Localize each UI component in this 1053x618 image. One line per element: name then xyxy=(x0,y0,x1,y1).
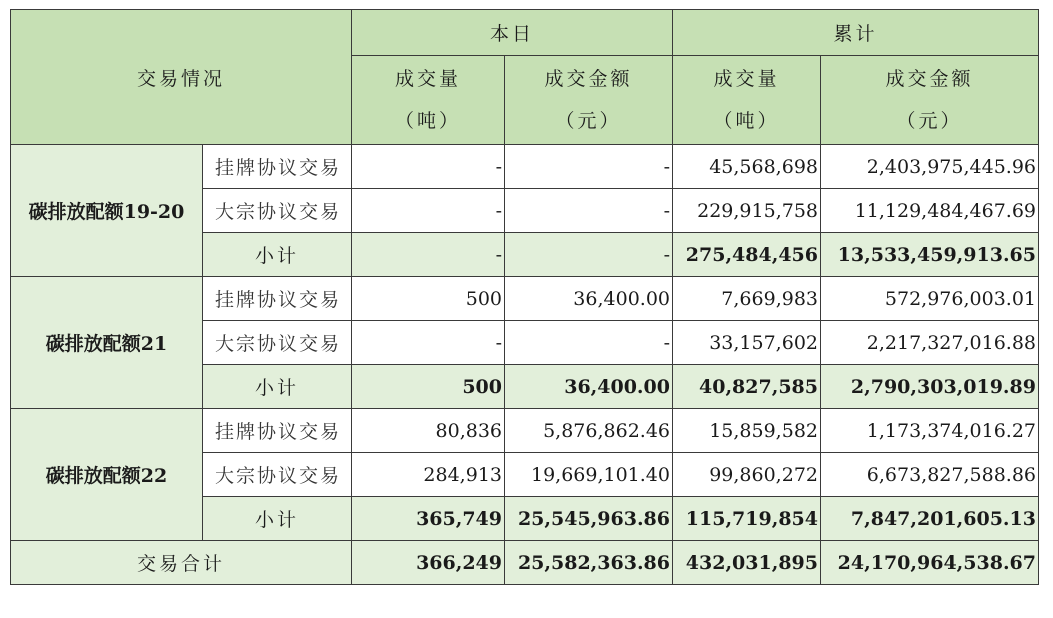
today-amount: - xyxy=(505,145,673,189)
total-row xyxy=(11,541,1039,585)
cum-amount: 572,976,003.01 xyxy=(821,277,1039,321)
today-amount: 19,669,101.40 xyxy=(505,453,673,497)
cum-amount: 6,673,827,588.86 xyxy=(821,453,1039,497)
corner-header: 交易情况 xyxy=(11,10,352,145)
cum-volume-header xyxy=(673,56,821,145)
trade-type: 大宗协议交易 xyxy=(203,321,352,365)
today-amount: - xyxy=(505,233,673,277)
today-volume: 500 xyxy=(352,365,505,409)
cum-volume: 432,031,895 xyxy=(673,541,821,585)
trading-summary xyxy=(10,9,1039,585)
today-amount: 36,400.00 xyxy=(505,277,673,321)
group-name: 碳排放配额21 xyxy=(11,277,203,409)
cum-amount: 7,847,201,605.13 xyxy=(821,497,1039,541)
amount-label: 成交金额 xyxy=(544,68,633,90)
trade-type: 挂牌协议交易 xyxy=(203,409,352,453)
today-volume: 365,749 xyxy=(352,497,505,541)
today-amount: - xyxy=(505,189,673,233)
cum-amount: 2,790,303,019.89 xyxy=(821,365,1039,409)
total-label: 交易合计 xyxy=(11,541,352,585)
table-row xyxy=(11,409,1039,453)
group-name: 碳排放配额19-20 xyxy=(11,145,203,277)
table-row xyxy=(11,277,1039,321)
today-volume: 500 xyxy=(352,277,505,321)
cum-volume: 40,827,585 xyxy=(673,365,821,409)
cum-volume: 45,568,698 xyxy=(673,145,821,189)
volume-label: 成交量 xyxy=(394,68,461,90)
today-volume: - xyxy=(352,189,505,233)
group-name: 碳排放配额22 xyxy=(11,409,203,541)
today-volume: 284,913 xyxy=(352,453,505,497)
cum-volume: 7,669,983 xyxy=(673,277,821,321)
cum-amount: 24,170,964,538.67 xyxy=(821,541,1039,585)
today-volume: - xyxy=(352,321,505,365)
header-row-top xyxy=(11,10,1039,56)
cum-volume: 33,157,602 xyxy=(673,321,821,365)
today-volume: - xyxy=(352,145,505,189)
today-amount: 5,876,862.46 xyxy=(505,409,673,453)
cum-amount: 2,217,327,016.88 xyxy=(821,321,1039,365)
table-row xyxy=(11,145,1039,189)
today-amount-header xyxy=(505,56,673,145)
cum-volume: 15,859,582 xyxy=(673,409,821,453)
cum-volume: 115,719,854 xyxy=(673,497,821,541)
amount-label: 成交金额 xyxy=(885,68,974,90)
cum-volume: 275,484,456 xyxy=(673,233,821,277)
cum-amount: 13,533,459,913.65 xyxy=(821,233,1039,277)
trade-type: 大宗协议交易 xyxy=(203,453,352,497)
today-volume: - xyxy=(352,233,505,277)
trade-type: 大宗协议交易 xyxy=(203,189,352,233)
today-amount: 25,545,963.86 xyxy=(505,497,673,541)
amount-unit: （元） xyxy=(555,110,622,132)
cum-volume: 229,915,758 xyxy=(673,189,821,233)
today-volume-header xyxy=(352,56,505,145)
cum-amount-header xyxy=(821,56,1039,145)
volume-unit: （吨） xyxy=(394,110,461,132)
subtotal-label: 小计 xyxy=(203,233,352,277)
today-header: 本日 xyxy=(352,10,673,56)
amount-unit: （元） xyxy=(896,110,963,132)
volume-label: 成交量 xyxy=(713,68,780,90)
trade-type: 挂牌协议交易 xyxy=(203,277,352,321)
subtotal-label: 小计 xyxy=(203,365,352,409)
trading-table xyxy=(10,9,1039,585)
cum-amount: 1,173,374,016.27 xyxy=(821,409,1039,453)
volume-unit: （吨） xyxy=(713,110,780,132)
cum-amount: 2,403,975,445.96 xyxy=(821,145,1039,189)
trade-type: 挂牌协议交易 xyxy=(203,145,352,189)
subtotal-label: 小计 xyxy=(203,497,352,541)
today-volume: 80,836 xyxy=(352,409,505,453)
today-volume: 366,249 xyxy=(352,541,505,585)
today-amount: 36,400.00 xyxy=(505,365,673,409)
cum-volume: 99,860,272 xyxy=(673,453,821,497)
today-amount: 25,582,363.86 xyxy=(505,541,673,585)
cumulative-header: 累计 xyxy=(673,10,1039,56)
today-amount: - xyxy=(505,321,673,365)
cum-amount: 11,129,484,467.69 xyxy=(821,189,1039,233)
